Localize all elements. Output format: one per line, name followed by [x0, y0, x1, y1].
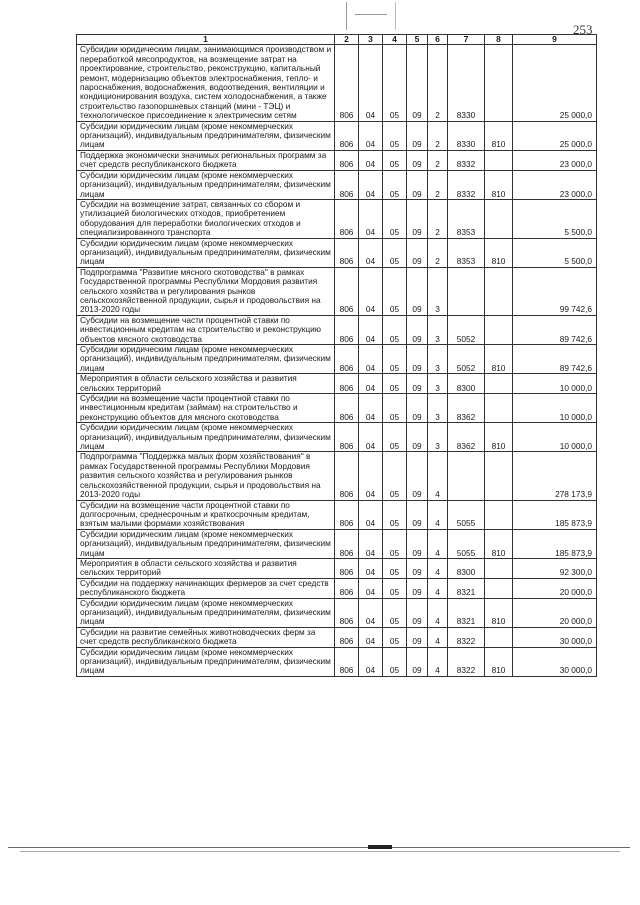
table-row — [77, 267, 597, 315]
row-name-cell: Субсидии юридическим лицам (кроме некоммерческих организаций), индивидуальным предпринимателям, физическим лицам — [77, 170, 335, 199]
amount-cell: 30 000,0 — [513, 627, 597, 647]
code-program-cell: 09 — [407, 199, 428, 238]
row-name-cell: Субсидии на развитие семейных животноводческих ферм за счет средств республиканского бюджета — [77, 627, 335, 647]
amount-cell: 10 000,0 — [513, 374, 597, 394]
row-name-cell: Субсидии юридическим лицам (кроме некоммерческих организаций), индивидуальным предпринимателям, физическим лицам — [77, 121, 335, 150]
code-section-cell: 04 — [359, 578, 383, 598]
amount-cell: 185 873,9 — [513, 500, 597, 529]
code-expense-type-cell — [485, 578, 513, 598]
code-expense-type-cell — [485, 558, 513, 578]
code-expense-type-cell: 810 — [485, 345, 513, 374]
row-name-cell: Подпрограмма "Поддержка малых форм хозяйствования" в рамках Государственной программы Республики Мордовия развития сельского хозяйства и регулирования рынков сельскохозяйственной продукции, сырья и продовольствия на 2013-2020 годы — [77, 452, 335, 500]
code-section-cell: 04 — [359, 452, 383, 500]
amount-cell: 185 873,9 — [513, 529, 597, 558]
amount-cell: 23 000,0 — [513, 170, 597, 199]
code-subsection-cell: 05 — [383, 529, 407, 558]
code-expense-type-cell: 810 — [485, 598, 513, 627]
code-subsection-cell: 05 — [383, 267, 407, 315]
code-direction-cell — [448, 452, 485, 500]
amount-cell: 89 742,6 — [513, 345, 597, 374]
code-expense-type-cell: 810 — [485, 121, 513, 150]
binding-mark — [346, 2, 396, 30]
code-direction-cell: 8322 — [448, 647, 485, 676]
code-direction-cell: 5055 — [448, 500, 485, 529]
code-expense-type-cell — [485, 267, 513, 315]
code-subsection-cell: 05 — [383, 170, 407, 199]
row-name-cell: Субсидии юридическим лицам (кроме некоммерческих организаций), индивидуальным предпринимателям, физическим лицам — [77, 345, 335, 374]
amount-cell: 89 742,6 — [513, 315, 597, 344]
code-admin-cell: 806 — [335, 578, 359, 598]
code-expense-type-cell — [485, 627, 513, 647]
code-expense-type-cell — [485, 45, 513, 121]
code-section-cell: 04 — [359, 199, 383, 238]
table-row — [77, 578, 597, 598]
code-program-cell: 09 — [407, 315, 428, 344]
column-header: 1 — [77, 35, 335, 45]
code-section-cell: 04 — [359, 647, 383, 676]
code-program-cell: 09 — [407, 345, 428, 374]
column-header: 4 — [383, 35, 407, 45]
code-expense-type-cell: 810 — [485, 238, 513, 267]
footer-rule — [8, 847, 630, 848]
footer-rule-secondary — [20, 851, 620, 852]
code-section-cell: 04 — [359, 627, 383, 647]
code-subsection-cell: 05 — [383, 423, 407, 452]
table-row — [77, 238, 597, 267]
code-admin-cell: 806 — [335, 500, 359, 529]
code-subprogram-cell: 3 — [428, 394, 448, 423]
table-row — [77, 374, 597, 394]
code-subsection-cell: 05 — [383, 558, 407, 578]
table-row — [77, 121, 597, 150]
code-section-cell: 04 — [359, 45, 383, 121]
table-row — [77, 500, 597, 529]
code-subprogram-cell: 2 — [428, 150, 448, 170]
code-program-cell: 09 — [407, 238, 428, 267]
code-program-cell: 09 — [407, 578, 428, 598]
code-subprogram-cell: 4 — [428, 627, 448, 647]
column-header: 7 — [448, 35, 485, 45]
code-direction-cell: 8332 — [448, 150, 485, 170]
row-name-cell: Субсидии на возмещение затрат, связанных со сбором и утилизацией биологических отходов, приобретением оборудования для переработки биологических отходов и специализированного транспорта — [77, 199, 335, 238]
code-section-cell: 04 — [359, 170, 383, 199]
column-header: 5 — [407, 35, 428, 45]
code-direction-cell: 8300 — [448, 558, 485, 578]
code-subprogram-cell: 3 — [428, 423, 448, 452]
table-row — [77, 45, 597, 121]
code-program-cell: 09 — [407, 452, 428, 500]
code-subprogram-cell: 4 — [428, 529, 448, 558]
code-admin-cell: 806 — [335, 150, 359, 170]
code-admin-cell: 806 — [335, 45, 359, 121]
column-header: 9 — [513, 35, 597, 45]
code-program-cell: 09 — [407, 267, 428, 315]
code-subprogram-cell: 4 — [428, 578, 448, 598]
code-subsection-cell: 05 — [383, 627, 407, 647]
table-row — [77, 558, 597, 578]
code-program-cell: 09 — [407, 529, 428, 558]
code-section-cell: 04 — [359, 267, 383, 315]
table-row — [77, 452, 597, 500]
code-subsection-cell: 05 — [383, 598, 407, 627]
row-name-cell: Субсидии юридическим лицам, занимающимся производством и переработкой мясопродуктов, на возмещение затрат на проектирование, строительство, реконструкцию, капитальный ремонт, модернизацию объектов электроснабжения, тепло- и пароснабжения, водоснабжения, водоотведения, вентиляции и кондиционирования воздуха, систем холодоснабжения, а также строительство газопоршневых станций (мини - ТЭЦ) и технологическое присоединение к электрическим сетям — [77, 45, 335, 121]
code-subprogram-cell: 4 — [428, 558, 448, 578]
code-expense-type-cell: 810 — [485, 170, 513, 199]
code-direction-cell: 8321 — [448, 578, 485, 598]
code-subprogram-cell: 4 — [428, 452, 448, 500]
row-name-cell: Субсидии юридическим лицам (кроме некоммерческих организаций), индивидуальным предпринимателям, физическим лицам — [77, 598, 335, 627]
code-direction-cell: 5052 — [448, 315, 485, 344]
code-program-cell: 09 — [407, 423, 428, 452]
code-direction-cell: 8332 — [448, 170, 485, 199]
code-expense-type-cell: 810 — [485, 529, 513, 558]
amount-cell: 20 000,0 — [513, 598, 597, 627]
code-section-cell: 04 — [359, 423, 383, 452]
row-name-cell: Субсидии юридическим лицам (кроме некоммерческих организаций), индивидуальным предпринимателям, физическим лицам — [77, 647, 335, 676]
code-admin-cell: 806 — [335, 452, 359, 500]
budget-table — [76, 34, 597, 677]
code-subsection-cell: 05 — [383, 647, 407, 676]
code-expense-type-cell: 810 — [485, 423, 513, 452]
code-admin-cell: 806 — [335, 423, 359, 452]
code-admin-cell: 806 — [335, 627, 359, 647]
code-direction-cell: 5055 — [448, 529, 485, 558]
code-admin-cell: 806 — [335, 267, 359, 315]
code-subprogram-cell: 2 — [428, 170, 448, 199]
code-expense-type-cell — [485, 500, 513, 529]
code-subsection-cell: 05 — [383, 45, 407, 121]
row-name-cell: Мероприятия в области сельского хозяйства и развития сельских территорий — [77, 558, 335, 578]
code-direction-cell: 8300 — [448, 374, 485, 394]
code-admin-cell: 806 — [335, 374, 359, 394]
code-subprogram-cell: 4 — [428, 598, 448, 627]
amount-cell: 92 300,0 — [513, 558, 597, 578]
row-name-cell: Поддержка экономически значимых региональных программ за счет средств республиканского бюджета — [77, 150, 335, 170]
code-expense-type-cell — [485, 394, 513, 423]
amount-cell: 5 500,0 — [513, 199, 597, 238]
code-direction-cell: 8353 — [448, 238, 485, 267]
code-subsection-cell: 05 — [383, 199, 407, 238]
code-section-cell: 04 — [359, 500, 383, 529]
code-program-cell: 09 — [407, 45, 428, 121]
code-subprogram-cell: 3 — [428, 374, 448, 394]
amount-cell: 25 000,0 — [513, 45, 597, 121]
amount-cell: 25 000,0 — [513, 121, 597, 150]
column-header: 6 — [428, 35, 448, 45]
table-row — [77, 627, 597, 647]
code-subsection-cell: 05 — [383, 121, 407, 150]
code-expense-type-cell — [485, 315, 513, 344]
table-row — [77, 199, 597, 238]
row-name-cell: Субсидии юридическим лицам (кроме некоммерческих организаций), индивидуальным предпринимателям, физическим лицам — [77, 423, 335, 452]
code-subsection-cell: 05 — [383, 374, 407, 394]
column-header: 3 — [359, 35, 383, 45]
code-expense-type-cell — [485, 150, 513, 170]
row-name-cell: Субсидии на возмещение части процентной ставки по инвестиционным кредитам (займам) на строительство и реконструкцию объектов для мясного скотоводства — [77, 394, 335, 423]
code-admin-cell: 806 — [335, 558, 359, 578]
code-expense-type-cell — [485, 199, 513, 238]
code-subsection-cell: 05 — [383, 394, 407, 423]
code-section-cell: 04 — [359, 150, 383, 170]
code-section-cell: 04 — [359, 238, 383, 267]
code-admin-cell: 806 — [335, 170, 359, 199]
code-subsection-cell: 05 — [383, 500, 407, 529]
column-header: 8 — [485, 35, 513, 45]
code-admin-cell: 806 — [335, 529, 359, 558]
code-subprogram-cell: 3 — [428, 315, 448, 344]
code-subprogram-cell: 2 — [428, 121, 448, 150]
code-section-cell: 04 — [359, 529, 383, 558]
column-header: 2 — [335, 35, 359, 45]
row-name-cell: Субсидии на возмещение части процентной ставки по долгосрочным, среднесрочным и краткосрочным кредитам, взятым малыми формами хозяйствования — [77, 500, 335, 529]
table-row — [77, 315, 597, 344]
code-section-cell: 04 — [359, 374, 383, 394]
code-program-cell: 09 — [407, 500, 428, 529]
code-subprogram-cell: 2 — [428, 199, 448, 238]
amount-cell: 278 173,9 — [513, 452, 597, 500]
code-admin-cell: 806 — [335, 647, 359, 676]
code-direction-cell: 8330 — [448, 121, 485, 150]
code-section-cell: 04 — [359, 394, 383, 423]
code-admin-cell: 806 — [335, 345, 359, 374]
amount-cell: 99 742,6 — [513, 267, 597, 315]
code-program-cell: 09 — [407, 170, 428, 199]
scan-mark — [368, 845, 392, 849]
page-number: 253 — [573, 22, 593, 37]
code-direction-cell — [448, 267, 485, 315]
code-program-cell: 09 — [407, 647, 428, 676]
code-admin-cell: 806 — [335, 238, 359, 267]
table-row — [77, 598, 597, 627]
row-name-cell: Мероприятия в области сельского хозяйства и развития сельских территорий — [77, 374, 335, 394]
amount-cell: 23 000,0 — [513, 150, 597, 170]
code-program-cell: 09 — [407, 558, 428, 578]
table-row — [77, 170, 597, 199]
row-name-cell: Субсидии юридическим лицам (кроме некоммерческих организаций), индивидуальным предпринимателям, физическим лицам — [77, 529, 335, 558]
code-admin-cell: 806 — [335, 394, 359, 423]
code-subprogram-cell: 3 — [428, 345, 448, 374]
code-subprogram-cell: 3 — [428, 267, 448, 315]
table-row — [77, 529, 597, 558]
code-subprogram-cell: 2 — [428, 45, 448, 121]
amount-cell: 5 500,0 — [513, 238, 597, 267]
code-admin-cell: 806 — [335, 121, 359, 150]
code-program-cell: 09 — [407, 627, 428, 647]
code-program-cell: 09 — [407, 121, 428, 150]
code-expense-type-cell — [485, 374, 513, 394]
code-subsection-cell: 05 — [383, 238, 407, 267]
code-section-cell: 04 — [359, 598, 383, 627]
code-direction-cell: 8362 — [448, 423, 485, 452]
code-direction-cell: 8330 — [448, 45, 485, 121]
code-program-cell: 09 — [407, 374, 428, 394]
table-row — [77, 647, 597, 676]
code-subsection-cell: 05 — [383, 452, 407, 500]
code-section-cell: 04 — [359, 558, 383, 578]
code-direction-cell: 8322 — [448, 627, 485, 647]
code-section-cell: 04 — [359, 121, 383, 150]
amount-cell: 10 000,0 — [513, 423, 597, 452]
code-expense-type-cell: 810 — [485, 647, 513, 676]
code-program-cell: 09 — [407, 150, 428, 170]
code-admin-cell: 806 — [335, 199, 359, 238]
code-subprogram-cell: 2 — [428, 238, 448, 267]
amount-cell: 30 000,0 — [513, 647, 597, 676]
code-subsection-cell: 05 — [383, 315, 407, 344]
code-direction-cell: 5052 — [448, 345, 485, 374]
table-header-row — [77, 35, 597, 45]
table-row — [77, 345, 597, 374]
amount-cell: 10 000,0 — [513, 394, 597, 423]
table-row — [77, 150, 597, 170]
code-program-cell: 09 — [407, 598, 428, 627]
code-subsection-cell: 05 — [383, 150, 407, 170]
code-subsection-cell: 05 — [383, 345, 407, 374]
amount-cell: 20 000,0 — [513, 578, 597, 598]
code-section-cell: 04 — [359, 315, 383, 344]
code-direction-cell: 8353 — [448, 199, 485, 238]
code-admin-cell: 806 — [335, 315, 359, 344]
row-name-cell: Субсидии юридическим лицам (кроме некоммерческих организаций), индивидуальным предпринимателям, физическим лицам — [77, 238, 335, 267]
code-section-cell: 04 — [359, 345, 383, 374]
row-name-cell: Субсидии на возмещение части процентной ставки по инвестиционным кредитам на строительство и реконструкцию объектов мясного скотоводства — [77, 315, 335, 344]
code-subsection-cell: 05 — [383, 578, 407, 598]
code-subprogram-cell: 4 — [428, 500, 448, 529]
code-admin-cell: 806 — [335, 598, 359, 627]
code-expense-type-cell — [485, 452, 513, 500]
table-row — [77, 423, 597, 452]
code-subprogram-cell: 4 — [428, 647, 448, 676]
code-direction-cell: 8362 — [448, 394, 485, 423]
row-name-cell: Субсидии на поддержку начинающих фермеров за счет средств республиканского бюджета — [77, 578, 335, 598]
table-row — [77, 394, 597, 423]
code-program-cell: 09 — [407, 394, 428, 423]
code-direction-cell: 8321 — [448, 598, 485, 627]
row-name-cell: Подпрограмма "Развитие мясного скотоводства" в рамках Государственной программы Республики Мордовия развития сельского хозяйства и регулирования рынков сельскохозяйственной продукции, сырья и продовольствия на 2013-2020 годы — [77, 267, 335, 315]
